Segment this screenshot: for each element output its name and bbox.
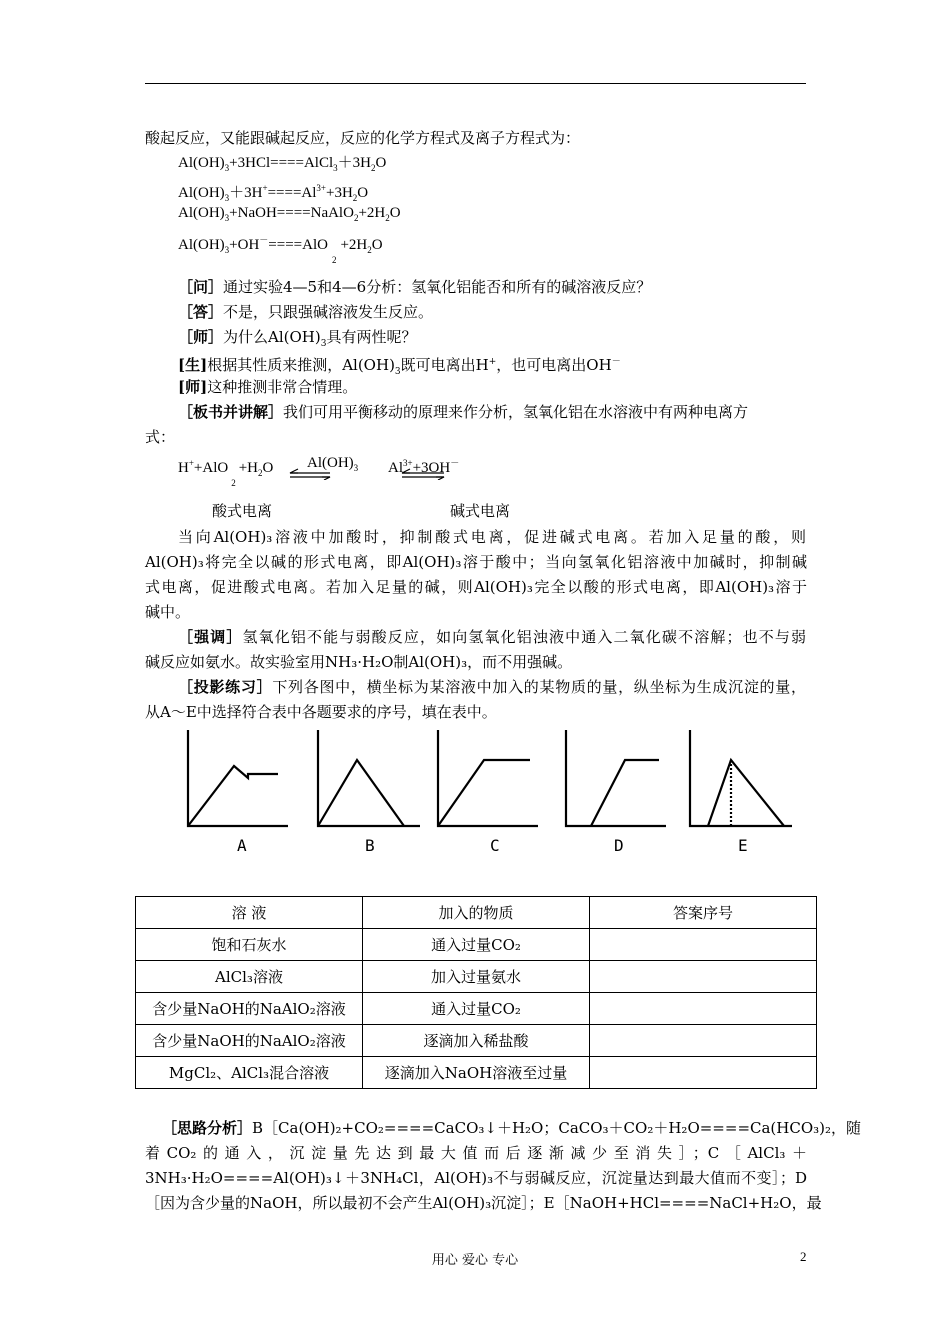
- projection-line-1: ［投影练习］下列各图中，横坐标为某溶液中加入的某物质的量，纵坐标为生成沉淀的量，: [178, 678, 806, 696]
- emphasis-line-2: 碱反应如氨水。故实验室用NH₃·H₂O制Al(OH)₃，而不用强碱。: [145, 653, 573, 671]
- graph-label-a: A: [237, 836, 247, 855]
- precipitate-graphs: [180, 728, 820, 833]
- ionization-equation: $H^++AlO_2+H_2O$: [178, 458, 274, 488]
- table-row: [136, 1025, 817, 1057]
- aluminum-hydroxide-center: $Al(OH)_3$: [307, 455, 359, 473]
- header-answer: 答案序号: [590, 897, 817, 929]
- cell-solution: MgCl₂、AlCl₃混合溶液: [136, 1057, 363, 1089]
- cell-solution: 含少量NaOH的NaAlO₂溶液: [136, 1025, 363, 1057]
- intro-paragraph: 酸起反应，又能跟碱起反应，反应的化学方程式及离子方程式为：: [145, 129, 581, 147]
- equation-4: $Al(OH)_3+OH^-====AlO_2+2H_2O$: [178, 235, 383, 265]
- cell-answer[interactable]: [590, 1057, 817, 1089]
- analysis-line-3: 3NH₃·H₂O====Al(OH)₃↓＋3NH₄Cl，Al(OH)₃不与弱碱反应，沉淀量达到最大值而不变］；D: [145, 1169, 807, 1187]
- header-rule: [145, 83, 806, 84]
- analysis-line-4: ［因为含少量的NaOH，所以最初不会产生Al(OH)₃沉淀］；E［NaOH+HCl====NaCl+H₂O，最: [145, 1194, 822, 1212]
- table-row: [136, 929, 817, 961]
- cell-substance: 通入过量CO₂: [363, 929, 590, 961]
- answer-line: ［答］不是，只跟强碱溶液发生反应。: [178, 303, 434, 321]
- table-row: [136, 993, 817, 1025]
- acid-ionization-label: 酸式电离: [212, 502, 273, 520]
- teacher-line: ［师］为什么$Al(OH)_3$具有两性呢？: [178, 328, 417, 349]
- graph-label-e: E: [738, 836, 748, 855]
- cell-solution: AlCl₃溶液: [136, 961, 363, 993]
- projection-line-2: 从A～E中选择符合表中各题要求的序号，填在表中。: [145, 703, 497, 721]
- table-header-row: [136, 897, 817, 929]
- header-added-substance: 加入的物质: [363, 897, 590, 929]
- table-row: [136, 1057, 817, 1089]
- base-ionization-label: 碱式电离: [450, 502, 511, 520]
- cell-substance: 逐滴加入NaOH溶液至过量: [363, 1057, 590, 1089]
- graph-e: [690, 730, 792, 826]
- page-number: 2: [800, 1249, 807, 1264]
- equation-3: $Al(OH)_3+NaOH====NaAlO_2+2H_2O$: [178, 205, 401, 223]
- analysis-line-1: ［思路分析］B［Ca(OH)₂+CO₂====CaCO₃↓＋H₂O；CaCO₃＋CO₂＋H₂O====Ca(HCO₃)₂，随: [162, 1119, 862, 1137]
- graph-label-b: B: [365, 836, 375, 855]
- para2-line-2: Al(OH)₃将完全以碱的形式电离，即Al(OH)₃溶于酸中；当向氢氧化铝溶液中加碱时，抑制碱: [145, 553, 807, 571]
- table-row: [136, 961, 817, 993]
- graph-c: [438, 730, 538, 826]
- analysis-line-2: 着CO₂的通入，沉淀量先达到最大值而后逐渐减少至消失］；C［AlCl₃＋: [145, 1144, 807, 1162]
- graph-b: [318, 730, 420, 826]
- cell-substance: 逐滴加入稀盐酸: [363, 1025, 590, 1057]
- cell-answer[interactable]: [590, 1025, 817, 1057]
- student-line: [生]根据其性质来推测，$Al(OH)_3$既可电离出H+，也可电离出OH－: [178, 356, 621, 377]
- graph-a: [188, 730, 288, 826]
- cell-solution: 饱和石灰水: [136, 929, 363, 961]
- para2-line-3: 式电离，促进酸式电离。若加入足量的碱，则Al(OH)₃完全以酸的形式电离，即Al(OH)₃溶于: [145, 578, 807, 596]
- cell-answer[interactable]: [590, 961, 817, 993]
- base-ionization-products: $Al^{3+}+3OH^-$: [388, 458, 460, 476]
- board-line-2: 式：: [145, 428, 176, 446]
- teacher-line-2: [师]这种推测非常合情理。: [178, 378, 358, 396]
- graph-label-d: D: [614, 836, 624, 855]
- equation-2: $Al(OH)_3+3H^+====Al^{3+}+3H_2O$: [178, 183, 369, 203]
- cell-solution: 含少量NaOH的NaAlO₂溶液: [136, 993, 363, 1025]
- emphasis-line-1: ［强调］氢氧化铝不能与弱酸反应，如向氢氧化铝浊液中通入二氧化碳不溶解；也不与弱: [178, 628, 806, 646]
- graph-label-c: C: [490, 836, 500, 855]
- cell-answer[interactable]: [590, 929, 817, 961]
- cell-substance: 加入过量氨水: [363, 961, 590, 993]
- para2-line-4: 碱中。: [145, 603, 191, 621]
- header-solution: 溶 液: [136, 897, 363, 929]
- graph-d: [566, 730, 666, 826]
- answer-table: [135, 896, 817, 1089]
- board-line-1: ［板书并讲解］我们可用平衡移动的原理来作分析，氢氧化铝在水溶液中有两种电离方: [178, 403, 749, 421]
- equation-1: $Al(OH)_3+3HCl====AlCl_3+3H_2O$: [178, 155, 387, 173]
- cell-substance: 通入过量CO₂: [363, 993, 590, 1025]
- cell-answer[interactable]: [590, 993, 817, 1025]
- page-footer: 用心 爱心 专心: [431, 1253, 519, 1268]
- para2-line-1: 当向Al(OH)₃溶液中加酸时，抑制酸式电离，促进碱式电离。若加入足量的酸，则: [178, 528, 806, 546]
- question-line: ［问］通过实验4—5和4—6分析：氢氧化铝能否和所有的碱溶液反应？: [178, 278, 652, 296]
